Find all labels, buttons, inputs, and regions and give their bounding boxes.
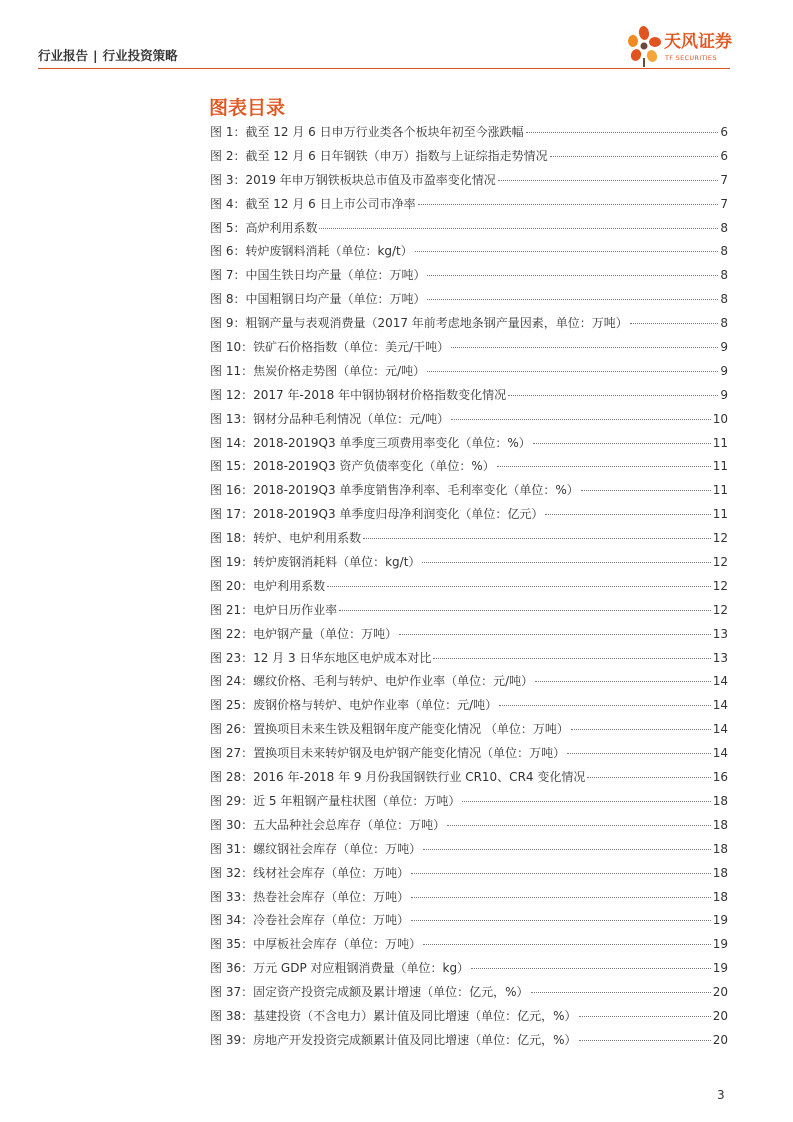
toc-entry[interactable] [210, 577, 728, 601]
toc-entry[interactable] [210, 911, 728, 935]
toc-entry-label: 图 12：2017 年-2018 年中钢协钢材价格指数变化情况 [210, 387, 507, 402]
toc-entry-page: 8 [720, 244, 728, 259]
toc-dot-leader [451, 419, 711, 420]
toc-entry-page: 9 [720, 340, 728, 355]
toc-dot-leader [587, 777, 710, 778]
toc-dot-leader [411, 897, 711, 898]
toc-entry[interactable] [210, 266, 728, 290]
toc-entry-page: 12 [712, 578, 728, 593]
toc-dot-leader [319, 228, 718, 229]
toc-entry-page: 10 [712, 411, 728, 426]
toc-entry[interactable] [210, 505, 728, 529]
toc-entry-page: 20 [712, 985, 728, 1000]
toc-dot-leader [581, 490, 711, 491]
toc-entry-label: 图 23：12 月 3 日华东地区电炉成本对比 [210, 650, 432, 665]
toc-dot-leader [411, 873, 711, 874]
toc-entry[interactable] [210, 529, 728, 553]
toc-dot-leader [411, 920, 711, 921]
report-header [38, 46, 178, 64]
toc-dot-leader [427, 275, 718, 276]
toc-dot-leader [363, 538, 711, 539]
toc-dot-leader [550, 156, 719, 157]
toc-entry[interactable] [210, 888, 728, 912]
header-divider [38, 68, 730, 69]
toc-entry[interactable] [210, 434, 728, 458]
toc-entry[interactable] [210, 625, 728, 649]
toc-entry-label: 图 8：中国粗钢日均产量（单位：万吨） [210, 292, 426, 307]
toc-entry-label: 图 20：电炉利用系数 [210, 578, 326, 593]
toc-entry-page: 13 [712, 650, 728, 665]
toc-dot-leader [508, 395, 718, 396]
toc-entry-label: 图 2：截至 12 月 6 日年钢铁（申万）指数与上证综指走势情况 [210, 148, 548, 163]
logo-name-en: TF SECURITIES [665, 54, 717, 62]
toc-dot-leader [579, 1016, 711, 1017]
toc-dot-leader [418, 204, 719, 205]
toc-entry[interactable] [210, 457, 728, 481]
toc-entry-label: 图 30：五大品种社会总库存（单位：万吨） [210, 817, 446, 832]
toc-dot-leader [423, 849, 711, 850]
toc-entry-label: 图 39：房地产开发投资完成额累计值及同比增速（单位：亿元，%） [210, 1032, 577, 1047]
toc-entry-page: 13 [712, 626, 728, 641]
toc-dot-leader [427, 299, 718, 300]
toc-dot-leader [451, 347, 718, 348]
report-category: 行业投资策略 [102, 48, 178, 63]
toc-entry[interactable] [210, 481, 728, 505]
toc-entry[interactable] [210, 959, 728, 983]
toc-entry-page: 8 [720, 316, 728, 331]
toc-dot-leader [630, 323, 719, 324]
toc-entry[interactable] [210, 338, 728, 362]
toc-entry-page: 19 [712, 913, 728, 928]
toc-entry-page: 18 [712, 865, 728, 880]
toc-entry-label: 图 1：截至 12 月 6 日申万行业类各个板块年初至今涨跌幅 [210, 125, 524, 139]
toc-dot-leader [571, 729, 711, 730]
toc-entry-page: 9 [720, 387, 728, 402]
toc-entry[interactable] [210, 1031, 728, 1055]
toc-entry-label: 图 31：螺纹钢社会库存（单位：万吨） [210, 841, 422, 856]
toc-entry-label: 图 15：2018-2019Q3 资产负债率变化（单位：%） [210, 459, 495, 474]
toc-entry[interactable] [210, 672, 728, 696]
toc-entry-label: 图 14：2018-2019Q3 单季度三项费用率变化（单位：%） [210, 435, 531, 450]
report-type: 行业报告 [38, 48, 89, 63]
toc-entry-label: 图 9：粗钢产量与表观消费量（2017 年前考虑地条钢产量因素，单位：万吨） [210, 316, 628, 331]
logo-name-cn: 天风证券 [664, 32, 732, 52]
toc-entry-page: 14 [712, 698, 728, 713]
toc-entry[interactable] [210, 983, 728, 1007]
toc-entry-label: 图 10：铁矿石价格指数（单位：美元/干吨） [210, 340, 450, 355]
toc-dot-leader [422, 562, 710, 563]
toc-entry-label: 图 25：废钢价格与转炉、电炉作业率（单位：元/吨） [210, 698, 498, 713]
toc-entry-page: 14 [712, 746, 728, 761]
toc-entry-page: 11 [712, 483, 728, 498]
toc-entry-page: 19 [712, 961, 728, 976]
toc-dot-leader [567, 753, 711, 754]
toc-entry[interactable] [210, 649, 728, 673]
toc-entry[interactable] [210, 720, 728, 744]
toc-entry-page: 18 [712, 817, 728, 832]
toc-dot-leader [531, 992, 711, 993]
toc-entry-label: 图 18：转炉、电炉利用系数 [210, 531, 362, 546]
header-separator: | [93, 48, 98, 63]
toc-entry-label: 图 28：2016 年-2018 年 9 月份我国钢铁行业 CR10、CR4 变化情况 [210, 770, 586, 785]
toc-entry[interactable] [210, 195, 728, 219]
toc-dot-leader [423, 944, 711, 945]
toc-entry[interactable] [210, 123, 728, 147]
toc-entry-page: 8 [720, 220, 728, 235]
toc-entry-label: 图 32：线材社会库存（单位：万吨） [210, 865, 410, 880]
toc-entry-label: 图 37：固定资产投资完成额及累计增速（单位：亿元，%） [210, 985, 529, 1000]
toc-entry[interactable] [210, 696, 728, 720]
toc-entry[interactable] [210, 1007, 728, 1031]
toc-entry-page: 14 [712, 674, 728, 689]
toc-entry[interactable] [210, 242, 728, 266]
toc-entry-page: 20 [712, 1032, 728, 1047]
toc-entry[interactable] [210, 314, 728, 338]
toc-entry-label: 图 21：电炉日历作业率 [210, 602, 338, 617]
toc-dot-leader [462, 801, 710, 802]
toc-dot-leader [579, 1040, 711, 1041]
toc-entry-label: 图 13：钢材分品种毛利情况（单位：元/吨） [210, 411, 450, 426]
toc-entry-page: 18 [712, 889, 728, 904]
toc-dot-leader [526, 132, 719, 133]
toc-dot-leader [427, 371, 718, 372]
toc-entry-page: 14 [712, 722, 728, 737]
toc-entry-label: 图 35：中厚板社会库存（单位：万吨） [210, 937, 422, 952]
toc-entry-label: 图 36：万元 GDP 对应粗钢消费量（单位：kg） [210, 961, 470, 976]
toc-dot-leader [545, 514, 710, 515]
toc-dot-leader [471, 968, 711, 969]
toc-entry-page: 18 [712, 793, 728, 808]
toc-entry[interactable] [210, 840, 728, 864]
toc-entry-page: 16 [712, 770, 728, 785]
toc-entry[interactable] [210, 744, 728, 768]
toc-dot-leader [498, 180, 719, 181]
toc-entry[interactable] [210, 816, 728, 840]
toc-entry-label: 图 27：置换项目未来转炉钢及电炉钢产能变化情况（单位：万吨） [210, 746, 566, 761]
toc-entry-page: 18 [712, 841, 728, 856]
toc-entry-page: 6 [720, 148, 728, 163]
toc-entry-label: 图 38：基建投资（不含电力）累计值及同比增速（单位：亿元，%） [210, 1008, 577, 1023]
toc-dot-leader [433, 658, 710, 659]
toc-entry-page: 9 [720, 363, 728, 378]
toc-entry-page: 11 [712, 459, 728, 474]
toc-entry[interactable] [210, 553, 728, 577]
toc-entry-page: 19 [712, 937, 728, 952]
toc-entry-page: 8 [720, 268, 728, 283]
toc-entry-label: 图 22：电炉钢产量（单位：万吨） [210, 626, 398, 641]
toc-entry[interactable] [210, 768, 728, 792]
toc-entry-label: 图 34：冷卷社会库存（单位：万吨） [210, 913, 410, 928]
toc-dot-leader [327, 586, 711, 587]
toc-entry-label: 图 4：截至 12 月 6 日上市公司市净率 [210, 196, 416, 211]
toc-list [210, 123, 728, 1055]
page-number: 3 [717, 1088, 725, 1102]
toc-entry[interactable] [210, 386, 728, 410]
toc-entry-label: 图 7：中国生铁日均产量（单位：万吨） [210, 268, 426, 283]
toc-entry-label: 图 11：焦炭价格走势图（单位：元/吨） [210, 363, 426, 378]
toc-entry-label: 图 3：2019 年申万钢铁板块总市值及市盈率变化情况 [210, 172, 496, 187]
toc-dot-leader [499, 705, 711, 706]
toc-entry-page: 12 [712, 555, 728, 570]
toc-dot-leader [497, 466, 711, 467]
toc-entry-label: 图 6：转炉废钢料消耗（单位：kg/t） [210, 244, 413, 259]
toc-dot-leader [399, 634, 711, 635]
toc-dot-leader [535, 681, 711, 682]
toc-entry-page: 11 [712, 435, 728, 450]
toc-entry[interactable] [210, 792, 728, 816]
toc-entry[interactable] [210, 601, 728, 625]
toc-entry-label: 图 33：热卷社会库存（单位：万吨） [210, 889, 410, 904]
toc-entry-page: 20 [712, 1008, 728, 1023]
toc-entry-page: 7 [720, 172, 728, 187]
toc-entry[interactable] [210, 171, 728, 195]
toc-entry[interactable] [210, 147, 728, 171]
toc-entry[interactable] [210, 362, 728, 386]
toc-entry-label: 图 5：高炉利用系数 [210, 220, 318, 235]
toc-entry-page: 12 [712, 531, 728, 546]
toc-entry[interactable] [210, 219, 728, 243]
toc-entry-label: 图 24：螺纹价格、毛利与转炉、电炉作业率（单位：元/吨） [210, 674, 534, 689]
toc-entry-label: 图 16：2018-2019Q3 单季度销售净利率、毛利率变化（单位：%） [210, 483, 579, 498]
toc-entry-page: 8 [720, 292, 728, 307]
flower-logo-icon [624, 24, 664, 68]
toc-entry-page: 6 [720, 125, 728, 139]
company-logo [624, 24, 736, 68]
toc-entry-label: 图 17：2018-2019Q3 单季度归母净利润变化（单位：亿元） [210, 507, 544, 522]
toc-entry-page: 7 [720, 196, 728, 211]
toc-dot-leader [339, 610, 711, 611]
toc-entry-label: 图 29：近 5 年粗钢产量柱状图（单位：万吨） [210, 793, 461, 808]
toc-entry-label: 图 19：转炉废钢消耗料（单位：kg/t） [210, 555, 421, 570]
toc-entry-label: 图 26：置换项目未来生铁及粗钢年度产能变化情况 （单位：万吨） [210, 722, 569, 737]
toc-dot-leader [447, 825, 711, 826]
toc-entry[interactable] [210, 290, 728, 314]
toc-entry[interactable] [210, 935, 728, 959]
toc-entry-page: 12 [712, 602, 728, 617]
toc-entry[interactable] [210, 410, 728, 434]
toc-entry-page: 11 [712, 507, 728, 522]
toc-dot-leader [533, 443, 711, 444]
toc-dot-leader [415, 251, 719, 252]
toc-entry[interactable] [210, 864, 728, 888]
toc-title: 图表目录 [209, 97, 286, 119]
